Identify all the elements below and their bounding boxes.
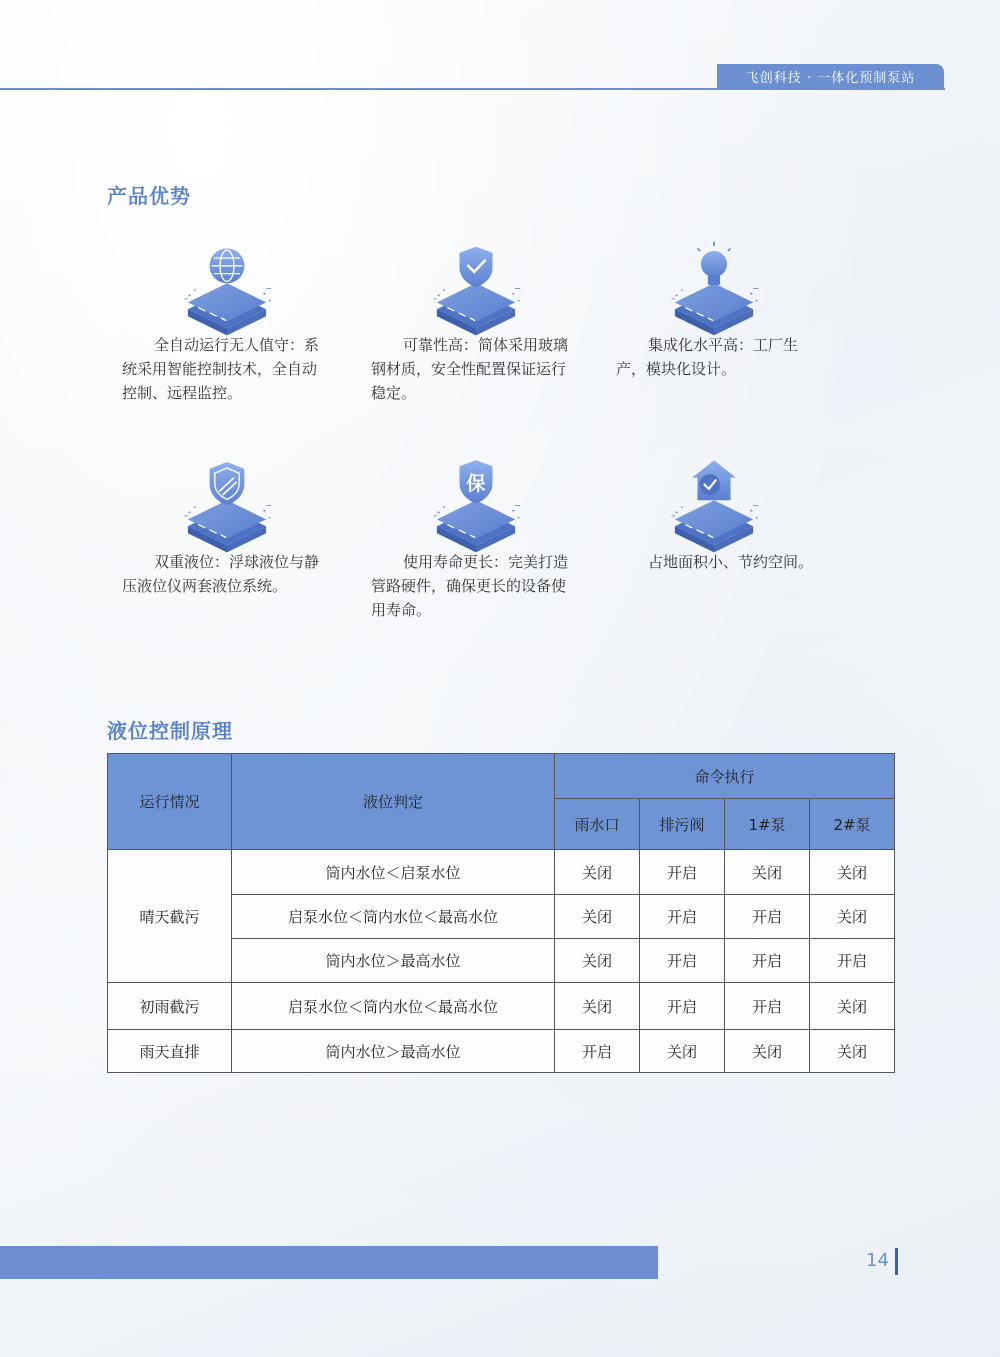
value-cell: 开启	[810, 939, 895, 983]
value-cell: 关闭	[725, 850, 810, 895]
globe-icon	[172, 238, 282, 338]
header-drain-valve: 排污阀	[640, 799, 725, 850]
table-row	[108, 850, 895, 895]
value-cell: 关闭	[810, 983, 895, 1030]
page-number: 14	[866, 1250, 889, 1271]
status-cell: 初雨截污	[108, 983, 232, 1030]
value-cell: 开启	[725, 939, 810, 983]
status-cell: 雨天直排	[108, 1030, 232, 1073]
value-cell: 关闭	[555, 895, 640, 939]
value-cell: 开启	[640, 939, 725, 983]
status-cell: 晴天截污	[108, 850, 232, 983]
header-pump2: 2#泵	[810, 799, 895, 850]
header-brand: 飞创科技 · 一体化预制泵站	[745, 71, 916, 86]
value-cell: 开启	[640, 895, 725, 939]
house-check-icon	[659, 455, 769, 555]
value-cell: 开启	[725, 895, 810, 939]
advantage-text: 可靠性高：简体采用玻璃钢材质，安全性配置保证运行稳定。	[371, 336, 569, 402]
advantage-text: 集成化水平高：工厂生产，模块化设计。	[616, 336, 799, 378]
value-cell: 关闭	[555, 850, 640, 895]
header-command: 命令执行	[555, 754, 895, 799]
value-cell: 关闭	[810, 895, 895, 939]
value-cell: 关闭	[810, 1030, 895, 1073]
level-cell: 启泵水位＜筒内水位＜最高水位	[232, 983, 555, 1030]
shield-check-icon	[421, 238, 531, 338]
header-pump1: 1#泵	[725, 799, 810, 850]
value-cell: 开启	[555, 1030, 640, 1073]
advantage-text: 占地面积小、节约空间。	[648, 553, 814, 571]
table-row	[108, 983, 895, 1030]
value-cell: 关闭	[555, 983, 640, 1030]
value-cell: 关闭	[810, 850, 895, 895]
lightbulb-icon	[659, 238, 769, 338]
header-level: 液位判定	[232, 754, 555, 850]
advantage-text: 双重液位：浮球液位与静压液位仪两套液位系统。	[122, 553, 320, 595]
header-status: 运行情况	[108, 754, 232, 850]
header-brand-tab	[717, 64, 944, 89]
level-cell: 启泵水位＜筒内水位＜最高水位	[232, 895, 555, 939]
value-cell: 开启	[640, 983, 725, 1030]
header-rain-inlet: 雨水口	[555, 799, 640, 850]
level-cell: 筒内水位＜启泵水位	[232, 850, 555, 895]
advantages-title: 产品优势	[107, 184, 191, 208]
advantage-text: 使用寿命更长：完美打造管路硬件，确保更长的设备使用寿命。	[371, 553, 569, 619]
advantage-text: 全自动运行无人值守：系统采用智能控制技术，全自动控制、远程监控。	[122, 336, 320, 402]
shield-striped-icon	[172, 455, 282, 555]
protect-glyph: 保	[466, 471, 486, 495]
value-cell: 关闭	[725, 1030, 810, 1073]
value-cell: 开启	[640, 850, 725, 895]
footer-bar	[0, 1246, 658, 1279]
value-cell: 关闭	[640, 1030, 725, 1073]
level-cell: 筒内水位＞最高水位	[232, 1030, 555, 1073]
page-number-marker	[895, 1248, 898, 1275]
protect-badge-icon	[421, 455, 531, 555]
control-title: 液位控制原理	[107, 719, 233, 743]
value-cell: 关闭	[555, 939, 640, 983]
value-cell: 开启	[725, 983, 810, 1030]
level-control-table	[107, 753, 895, 1073]
table-row	[108, 1030, 895, 1073]
level-cell: 筒内水位＞最高水位	[232, 939, 555, 983]
